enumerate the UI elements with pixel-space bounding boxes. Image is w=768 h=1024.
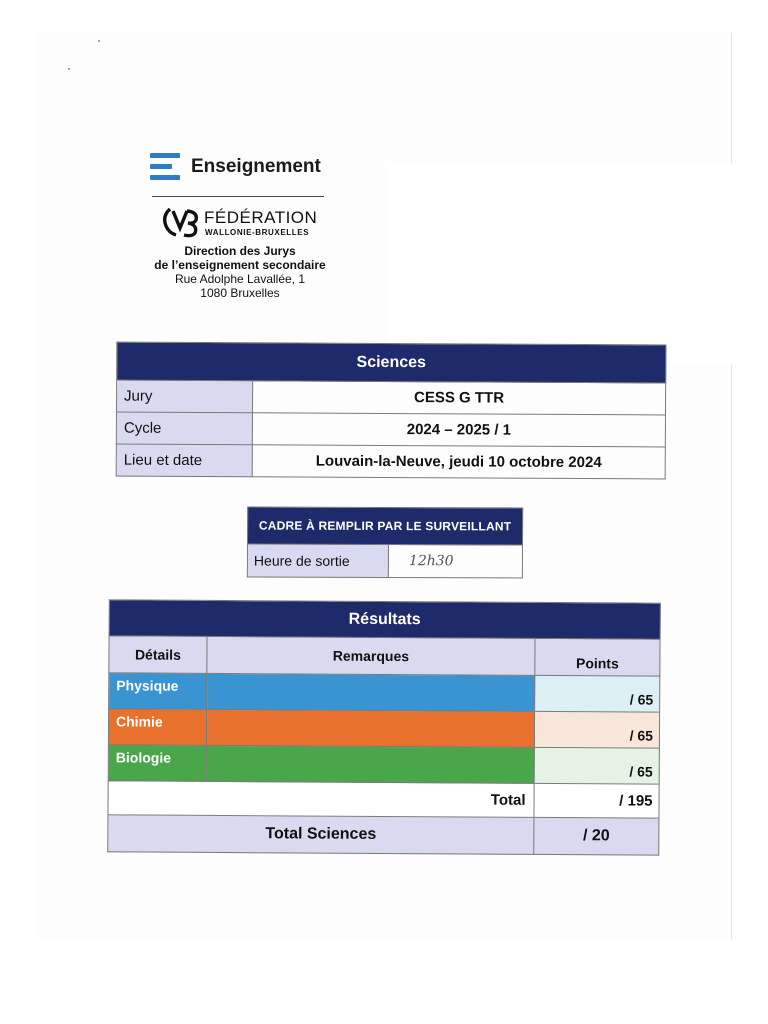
sciences-title: Sciences <box>117 342 666 383</box>
total-sciences-row <box>108 815 659 855</box>
enseignement-bars-icon <box>150 153 180 181</box>
col-points: Points <box>535 638 660 676</box>
results-title: Résultats <box>109 600 660 639</box>
exit-time-label: Heure de sortie <box>247 544 388 577</box>
jury-label: Jury <box>116 380 252 413</box>
score-physique: / 65 <box>535 675 660 712</box>
sciences-table <box>116 342 667 480</box>
scan-speck <box>68 68 70 70</box>
results-header-row <box>109 636 660 676</box>
table-row <box>247 544 522 578</box>
direction-line1: Direction des Jurys <box>184 244 296 258</box>
remarks-chimie <box>206 709 534 747</box>
table-row <box>108 745 659 784</box>
table-row <box>108 709 659 748</box>
table-row <box>109 673 660 712</box>
scan-speck <box>98 40 100 42</box>
federation-logo <box>160 206 330 240</box>
subject-biologie: Biologie <box>108 745 206 782</box>
address-line2: 1080 Bruxelles <box>200 286 280 300</box>
remarks-physique <box>207 673 535 711</box>
score-chimie: / 65 <box>534 711 659 748</box>
enseignement-logo <box>150 150 330 186</box>
federation-title: FÉDÉRATION <box>204 208 318 227</box>
total-label: Total <box>108 781 534 818</box>
total-row <box>108 781 659 818</box>
cycle-label: Cycle <box>116 412 252 445</box>
direction-line2: de l’enseignement secondaire <box>154 258 326 272</box>
score-biologie: / 65 <box>534 747 659 784</box>
remarks-biologie <box>206 745 534 783</box>
place-date-value: Louvain-la-Neuve, jeudi 10 octobre 2024 <box>252 445 665 479</box>
address-line1: Rue Adolphe Lavallée, 1 <box>174 272 306 286</box>
fwb-emblem-icon <box>160 206 202 238</box>
subject-physique: Physique <box>109 673 207 710</box>
results-table <box>107 599 661 855</box>
col-details: Détails <box>109 636 207 674</box>
blank-box <box>387 163 733 365</box>
surveillant-title: CADRE À REMPLIR PAR LE SURVEILLANT <box>247 507 522 545</box>
cycle-value: 2024 – 2025 / 1 <box>252 413 665 447</box>
surveillant-table <box>247 507 523 579</box>
total-sciences-label: Total Sciences <box>108 815 534 855</box>
address-block <box>140 244 340 300</box>
header-divider <box>152 196 324 197</box>
total-sciences-value: / 20 <box>534 817 659 855</box>
table-row <box>116 444 665 479</box>
table-row <box>116 380 665 415</box>
jury-value: CESS G TTR <box>252 381 665 415</box>
brand-name: Enseignement <box>191 156 321 177</box>
federation-subtitle: WALLONIE-BRUXELLES <box>205 228 310 237</box>
table-row <box>116 412 665 447</box>
subject-chimie: Chimie <box>108 709 206 746</box>
total-value: / 195 <box>534 783 659 818</box>
exit-time-value: 12h30 <box>388 545 522 578</box>
col-remarks: Remarques <box>207 636 535 675</box>
place-date-label: Lieu et date <box>116 444 252 477</box>
